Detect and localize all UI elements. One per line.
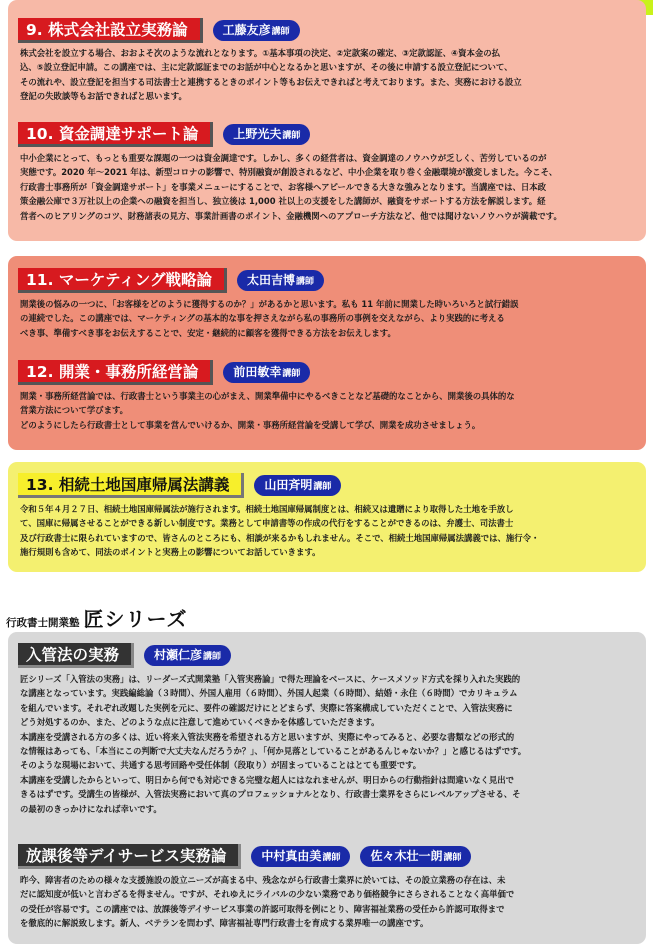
series-course-immigration-title: 入管法の実務: [18, 643, 134, 668]
course-12-instructor: 前田敏幸: [233, 365, 282, 379]
series-course-dayservice-title: 放課後等デイサービス実務論: [18, 844, 241, 869]
course-13-instructor-suffix: 講師: [313, 482, 332, 492]
series-course-dayservice-instructor2: 佐々木壮一朗: [370, 849, 443, 863]
course-9-instructor-suffix: 講師: [271, 27, 290, 37]
series-course-dayservice-instructor-suffix: 講師: [322, 853, 341, 863]
course-12-description: 開業・事務所経営論では、行政書士という事業主の心がまえ、開業準備中にやるべきことなど基礎的なことから、開業後の具体的な 営業方法について学びます。 どのようにしたら行政書士として事業を営んでいけるか、開業・事務所経営論を受講して学び、開業を成功させましょう。: [20, 391, 515, 430]
series-course-dayservice-instructor: 中村真由美: [261, 849, 322, 863]
course-11-instructor: 太田吉博: [247, 273, 296, 287]
series-course-immigration-heading: [18, 643, 231, 668]
series-course-dayservice-instructor2-suffix: 講師: [443, 853, 462, 863]
course-9-instructor-badge: [213, 20, 300, 41]
series-heading: [6, 603, 188, 632]
course-11-title: 11. マーケティング戦略論: [18, 268, 227, 293]
course-10-description: 中小企業にとって、もっとも重要な課題の一つは資金調達です。しかし、多くの経営者は、資金調達のノウハウが乏しく、苦労しているのが 実態です。2020 年～2021 年は、新型コロナの影響で、特別融資が創設されるなど、中小企業を取り巻く金融環境が激変しました。今こそ、 行政書士事務所が「資金調達サポート」を事業メニューにすることで、お客様へアピールできる大きな強みとなります。当講座では、日本政 策金融公庫で３万社以上の企業への融資を担当し、独立後は 1,000 社以上の支援をした講師が、融資をサポートする方法を解説します。経 営者へのヒアリングのコツ、財務諸表の見方、事業計画書のポイント、金融機関へのアプローチ方法など、他では聞けないノウハウが満載です。: [20, 153, 562, 221]
series-course-immigration-instructor: 村瀬仁彦: [154, 648, 203, 662]
series-course-dayservice-instructor2-badge: [360, 846, 471, 867]
course-9-heading: [18, 18, 300, 43]
course-13-description: 令和５年４月２７日、相続土地国庫帰属法が施行されます。相続土地国庫帰属制度とは、相続又は遺贈により取得した土地を手放し て、国庫に帰属させることができる新しい制度です。業務として申請書等の作成の代行をすることができるのは、弁護士、司法書士 及び行政書士に限られていますので、皆さんのところにも、相談が来るかもしれません。そこで、相続土地国庫帰属法講義では、施行令・ 施行規則も含めて、同法のポイントと実務上の影響についてお話していきます。: [20, 504, 540, 558]
course-10-instructor-suffix: 講師: [282, 131, 301, 141]
course-10-instructor: 上野光夫: [233, 127, 282, 141]
course-12-title: 12. 開業・事務所経営論: [18, 360, 213, 385]
course-13-instructor: 山田斉明: [264, 478, 313, 492]
course-13-instructor-badge: [254, 475, 341, 496]
series-prefix: 行政書士開業塾: [6, 617, 80, 629]
course-12-instructor-badge: [223, 362, 310, 383]
course-10-heading: [18, 122, 310, 147]
course-11-description: 開業後の悩みの一つに、「お客様をどのように獲得するのか？」があるかと思います。私も 11 年前に開業した時いろいろと試行錯誤 の連続でした。この講座では、マーケティングの基本的な事を押さえながら私の事務所の事例を交えながら、より実践的に考える べき事、準備すべき事をお伝えすることで、安定・継続的に顧客を獲得できる方法をお伝えします。: [20, 299, 519, 338]
series-name: 匠シリーズ: [83, 607, 188, 631]
course-11-instructor-suffix: 講師: [296, 277, 315, 287]
course-12-heading: [18, 360, 310, 385]
course-10-instructor-badge: [223, 124, 310, 145]
course-9-title: 9. 株式会社設立実務論: [18, 18, 203, 43]
course-9-instructor: 工藤友彦: [222, 23, 271, 37]
series-course-dayservice-description: 昨今、障害者のための様々な支援施設の設立ニーズが高まる中、残念ながら行政書士業界に於いては、その設立業務の存在は、未 だに認知度が低いと言わざるを得ません。ですが、それゆえにライバルの少ない業務であり価格競争にさらされることなく高単価で の受任が容易です。この講座では、放課後等デイサービス事業の許認可取得を例にとり、障害福祉業務の受任から許認可取得まで を徹底的に解説致します。新人、ベテランを問わず、障害福祉専門行政書士を育成する業界唯一の講座です。: [20, 875, 515, 929]
course-12-instructor-suffix: 講師: [282, 369, 301, 379]
series-course-dayservice-heading: [18, 844, 471, 869]
course-10-title: 10. 資金調達サポート論: [18, 122, 213, 147]
course-13-title: 13. 相続土地国庫帰属法講義: [18, 473, 244, 498]
course-13-heading: [18, 473, 341, 498]
course-11-instructor-badge: [237, 270, 324, 291]
course-11-heading: [18, 268, 324, 293]
series-course-immigration-instructor-badge: [144, 645, 231, 666]
series-course-dayservice-instructor-badge: [251, 846, 350, 867]
series-course-immigration-instructor-suffix: 講師: [203, 652, 222, 662]
series-course-immigration-description: 匠シリーズ「入管法の実務」は、リーダーズ式開業塾「入管実務論」で得た理論をベースに、ケースメソッド方式を採り入れた実践的 な講座となっています。実践編総論（３時間）、外国人雇用（６時間）、外国人起業（６時間）、結婚・永住（６時間）でカリキュラム を組んでいます。それぞれ改題した実例を元に、要件の確認だけにとどまらず、実際に答案構成していただくことで、入管法実務に どう対処するのか、また、どのような点に注意して進めていくべきかを体感していただきます。 本講座を受講される方の多くは、近い将来入管法実務を希望される方と思いますが、実際にやってみると、必要な書類などの形式的 な情報はあっても、「本当にこの判断で大丈夫なんだろうか？」、「何か見落としていることがあるんじゃないか？」と感じるはずです。 そのような現場において、共通する思考回路や受任体制（段取り）が固まっていることはとても重要です。 本講座を受講したからといって、明日から何でも対応できる完璧な超人にはなれませんが、明日からの行動指針は間違いなく見出で きるはずです。受講生の皆様が、入管法実務において真のプロフェッショナルとなり、行政書士業界をさらにレベルアップさせる、そ の最初のきっかけになれば幸いです。: [20, 674, 527, 814]
course-9-description: 株式会社を設立する場合、おおよそ次のような流れとなります。①基本事項の決定、②定款案の確定、③定款認証、④資本金の払 込、⑤設立登記申請。この講座では、主に定款認証までのお話が中心となるかと思いますが、その後に申請する設立登記について、 その流れや、設立登記を担当する司法書士と連携するときのポイント等もお伝えできればと考えております。また、実務における設立 登記の失敗談等もお話できればと思います。: [20, 48, 522, 102]
